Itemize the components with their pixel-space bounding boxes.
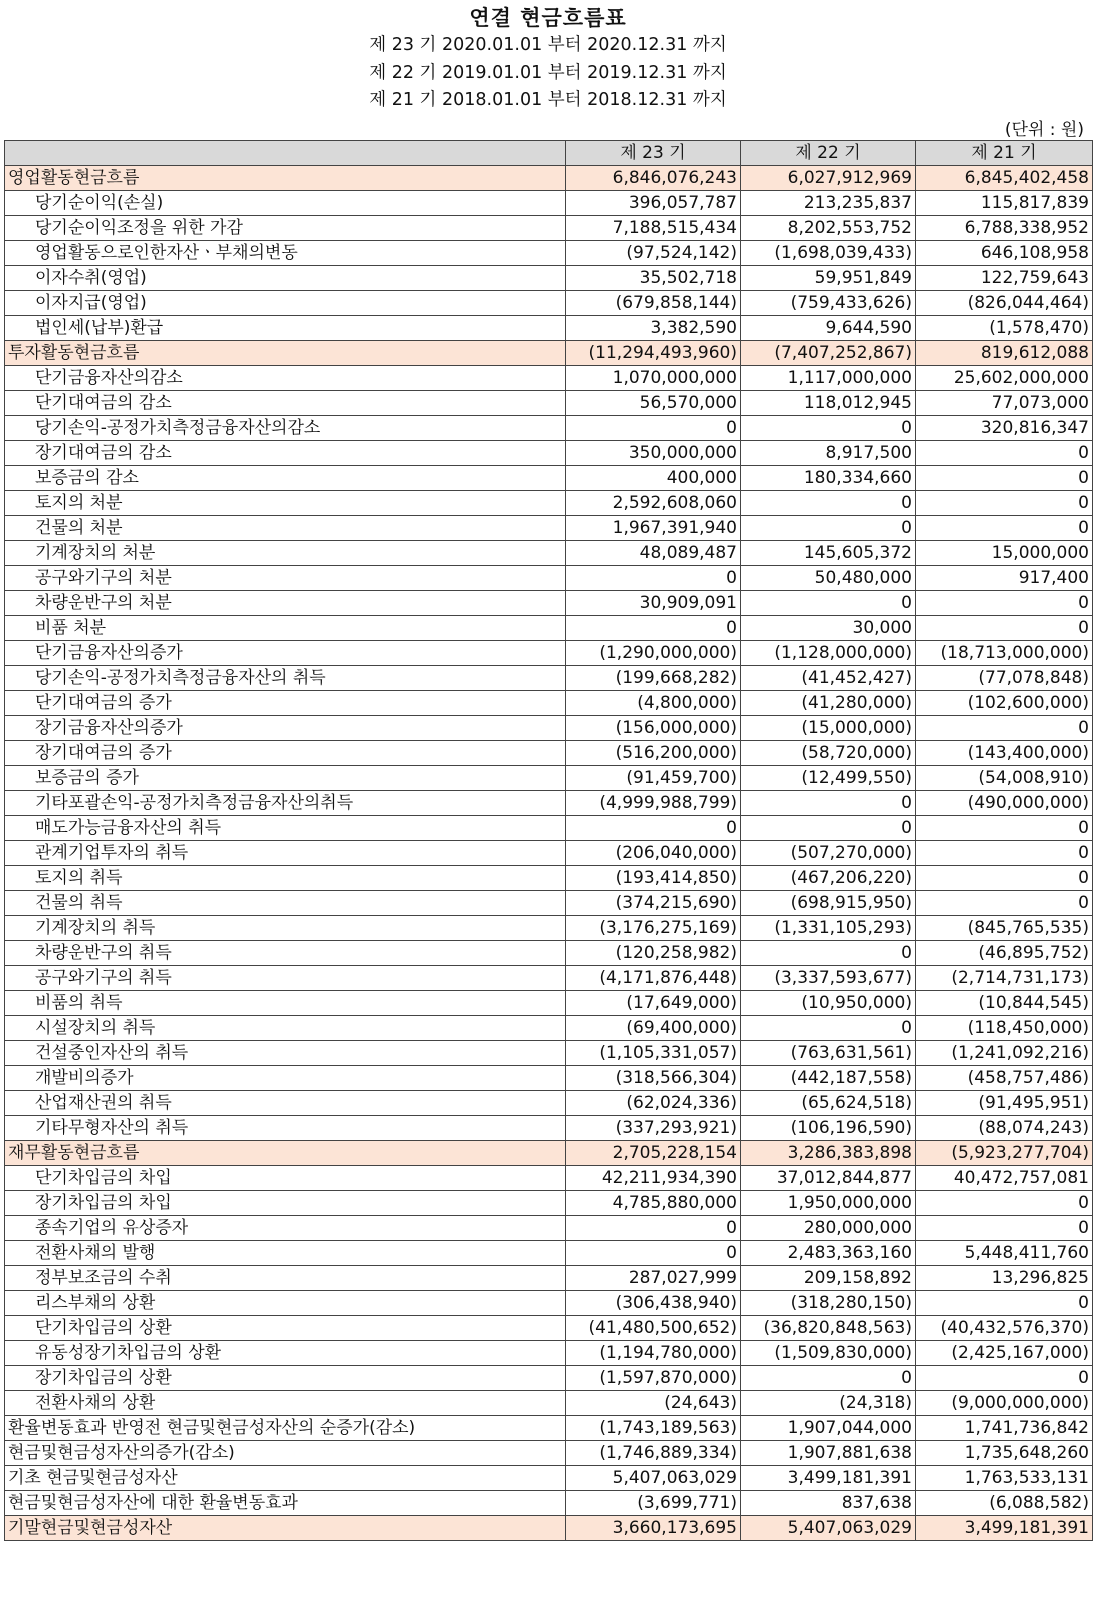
row-label: 단기금융자산의감소: [5, 366, 566, 391]
row-value-22: 180,334,660: [741, 466, 916, 491]
row-value-21: (490,000,000): [916, 791, 1093, 816]
row-label: 당기손익-공정가치측정금융자산의 취득: [5, 666, 566, 691]
row-value-23: (374,215,690): [566, 891, 741, 916]
row-value-22: 8,917,500: [741, 441, 916, 466]
row-value-23: 350,000,000: [566, 441, 741, 466]
table-row: [5, 991, 1093, 1016]
row-value-23: 0: [566, 1216, 741, 1241]
table-body: [5, 166, 1093, 1541]
row-label: 비품의 취득: [5, 991, 566, 1016]
table-row: [5, 291, 1093, 316]
row-value-21: (54,008,910): [916, 766, 1093, 791]
row-value-21: (102,600,000): [916, 691, 1093, 716]
row-label: 단기금융자산의증가: [5, 641, 566, 666]
row-value-23: (318,566,304): [566, 1066, 741, 1091]
row-value-23: (69,400,000): [566, 1016, 741, 1041]
table-row: [5, 1141, 1093, 1166]
row-value-21: 6,788,338,952: [916, 216, 1093, 241]
row-value-22: (318,280,150): [741, 1291, 916, 1316]
row-value-22: (24,318): [741, 1391, 916, 1416]
row-value-23: (516,200,000): [566, 741, 741, 766]
row-value-23: (4,171,876,448): [566, 966, 741, 991]
row-value-21: 0: [916, 816, 1093, 841]
row-value-21: 0: [916, 441, 1093, 466]
row-value-21: 1,741,736,842: [916, 1416, 1093, 1441]
row-value-22: 3,499,181,391: [741, 1466, 916, 1491]
row-value-22: (1,509,830,000): [741, 1341, 916, 1366]
table-row: [5, 241, 1093, 266]
row-value-22: (1,128,000,000): [741, 641, 916, 666]
table-row: [5, 1416, 1093, 1441]
row-label: 산업재산권의 취득: [5, 1091, 566, 1116]
table-row: [5, 616, 1093, 641]
row-value-21: (826,044,464): [916, 291, 1093, 316]
row-value-21: (2,425,167,000): [916, 1341, 1093, 1366]
row-value-23: (4,800,000): [566, 691, 741, 716]
row-value-23: 3,382,590: [566, 316, 741, 341]
row-value-22: 0: [741, 416, 916, 441]
table-row: [5, 1116, 1093, 1141]
row-value-21: (10,844,545): [916, 991, 1093, 1016]
row-value-21: (18,713,000,000): [916, 641, 1093, 666]
row-value-23: 5,407,063,029: [566, 1466, 741, 1491]
row-value-21: 0: [916, 1366, 1093, 1391]
table-row: [5, 1516, 1093, 1541]
row-label: 리스부채의 상환: [5, 1291, 566, 1316]
row-value-23: 2,592,608,060: [566, 491, 741, 516]
row-value-22: (65,624,518): [741, 1091, 916, 1116]
table-row: [5, 916, 1093, 941]
table-row: [5, 466, 1093, 491]
row-label: 기계장치의 취득: [5, 916, 566, 941]
row-label: 종속기업의 유상증자: [5, 1216, 566, 1241]
row-value-21: 13,296,825: [916, 1266, 1093, 1291]
table-row: [5, 641, 1093, 666]
row-value-21: 0: [916, 1191, 1093, 1216]
row-value-23: 1,070,000,000: [566, 366, 741, 391]
row-label: 비품 처분: [5, 616, 566, 641]
row-value-21: 1,763,533,131: [916, 1466, 1093, 1491]
row-label: 단기차입금의 상환: [5, 1316, 566, 1341]
row-label: 당기순이익조정을 위한 가감: [5, 216, 566, 241]
row-value-23: (306,438,940): [566, 1291, 741, 1316]
row-value-21: 122,759,643: [916, 266, 1093, 291]
row-value-21: 0: [916, 1216, 1093, 1241]
row-value-22: (1,698,039,433): [741, 241, 916, 266]
row-label: 영업활동현금흐름: [5, 166, 566, 191]
table-row: [5, 1341, 1093, 1366]
row-label: 영업활동으로인한자산ㆍ부채의변동: [5, 241, 566, 266]
row-value-21: 0: [916, 591, 1093, 616]
row-value-21: 3,499,181,391: [916, 1516, 1093, 1541]
row-value-22: (58,720,000): [741, 741, 916, 766]
row-label: 시설장치의 취득: [5, 1016, 566, 1041]
row-value-21: (5,923,277,704): [916, 1141, 1093, 1166]
row-value-21: 15,000,000: [916, 541, 1093, 566]
row-value-22: (7,407,252,867): [741, 341, 916, 366]
period-line-23: 제 23 기 2020.01.01 부터 2020.12.31 까지: [369, 35, 727, 55]
table-row: [5, 541, 1093, 566]
row-value-22: 2,483,363,160: [741, 1241, 916, 1266]
row-value-23: (24,643): [566, 1391, 741, 1416]
row-value-22: 0: [741, 516, 916, 541]
row-value-21: 646,108,958: [916, 241, 1093, 266]
row-label: 토지의 처분: [5, 491, 566, 516]
row-value-22: (15,000,000): [741, 716, 916, 741]
row-value-22: 9,644,590: [741, 316, 916, 341]
unit-label: (단위 : 원): [1004, 120, 1084, 140]
row-label: 현금및현금성자산의증가(감소): [5, 1441, 566, 1466]
row-label: 투자활동현금흐름: [5, 341, 566, 366]
row-label: 현금및현금성자산에 대한 환율변동효과: [5, 1491, 566, 1516]
header-period-23: 제 23 기: [566, 141, 741, 166]
row-value-23: (1,743,189,563): [566, 1416, 741, 1441]
row-label: 차량운반구의 처분: [5, 591, 566, 616]
row-value-22: 6,027,912,969: [741, 166, 916, 191]
row-value-23: 0: [566, 616, 741, 641]
row-value-22: 0: [741, 941, 916, 966]
row-value-21: 0: [916, 516, 1093, 541]
row-value-21: (40,432,576,370): [916, 1316, 1093, 1341]
table-row: [5, 1441, 1093, 1466]
table-row: [5, 166, 1093, 191]
row-label: 장기금융자산의증가: [5, 716, 566, 741]
row-value-22: 209,158,892: [741, 1266, 916, 1291]
row-value-22: 50,480,000: [741, 566, 916, 591]
table-row: [5, 591, 1093, 616]
row-value-22: (12,499,550): [741, 766, 916, 791]
row-label: 기계장치의 처분: [5, 541, 566, 566]
row-label: 전환사채의 상환: [5, 1391, 566, 1416]
row-value-23: (206,040,000): [566, 841, 741, 866]
table-row: [5, 1291, 1093, 1316]
table-row: [5, 1191, 1093, 1216]
table-row: [5, 391, 1093, 416]
row-value-23: 400,000: [566, 466, 741, 491]
row-value-23: 1,967,391,940: [566, 516, 741, 541]
table-row: [5, 366, 1093, 391]
row-value-23: (97,524,142): [566, 241, 741, 266]
row-value-22: (41,280,000): [741, 691, 916, 716]
table-row: [5, 1166, 1093, 1191]
row-value-21: 0: [916, 866, 1093, 891]
table-row: [5, 416, 1093, 441]
row-value-22: (106,196,590): [741, 1116, 916, 1141]
table-row: [5, 216, 1093, 241]
row-value-23: (17,649,000): [566, 991, 741, 1016]
header-account: [5, 141, 566, 166]
row-label: 관계기업투자의 취득: [5, 841, 566, 866]
row-label: 당기순이익(손실): [5, 191, 566, 216]
row-value-22: (36,820,848,563): [741, 1316, 916, 1341]
row-value-23: 3,660,173,695: [566, 1516, 741, 1541]
table-row: [5, 816, 1093, 841]
row-label: 공구와기구의 취득: [5, 966, 566, 991]
row-value-21: 0: [916, 1291, 1093, 1316]
header-period-22: 제 22 기: [741, 141, 916, 166]
row-value-23: (679,858,144): [566, 291, 741, 316]
page-title: 연결 현금흐름표: [469, 6, 627, 30]
table-row: [5, 491, 1093, 516]
table-row: [5, 841, 1093, 866]
row-value-23: 0: [566, 1241, 741, 1266]
cash-flow-table: [4, 140, 1093, 1541]
table-row: [5, 341, 1093, 366]
row-value-23: 396,057,787: [566, 191, 741, 216]
row-value-23: (62,024,336): [566, 1091, 741, 1116]
row-value-21: (845,765,535): [916, 916, 1093, 941]
row-value-22: 1,950,000,000: [741, 1191, 916, 1216]
table-row: [5, 1216, 1093, 1241]
row-value-21: 917,400: [916, 566, 1093, 591]
row-value-23: 7,188,515,434: [566, 216, 741, 241]
row-value-23: 48,089,487: [566, 541, 741, 566]
row-value-21: 0: [916, 466, 1093, 491]
row-label: 단기대여금의 증가: [5, 691, 566, 716]
row-value-23: 30,909,091: [566, 591, 741, 616]
row-value-22: (1,331,105,293): [741, 916, 916, 941]
row-label: 보증금의 감소: [5, 466, 566, 491]
row-value-23: 56,570,000: [566, 391, 741, 416]
header-row: [5, 141, 1093, 166]
row-value-23: (3,699,771): [566, 1491, 741, 1516]
row-value-23: (41,480,500,652): [566, 1316, 741, 1341]
row-value-22: 0: [741, 591, 916, 616]
row-value-23: (1,105,331,057): [566, 1041, 741, 1066]
row-label: 환율변동효과 반영전 현금및현금성자산의 순증가(감소): [5, 1416, 566, 1441]
table-row: [5, 1241, 1093, 1266]
row-label: 매도가능금융자산의 취득: [5, 816, 566, 841]
period-line-22: 제 22 기 2019.01.01 부터 2019.12.31 까지: [369, 63, 727, 83]
row-value-22: 30,000: [741, 616, 916, 641]
row-label: 차량운반구의 취득: [5, 941, 566, 966]
table-row: [5, 1091, 1093, 1116]
row-value-22: 0: [741, 816, 916, 841]
row-value-23: (1,746,889,334): [566, 1441, 741, 1466]
table-row: [5, 791, 1093, 816]
row-label: 장기대여금의 감소: [5, 441, 566, 466]
header-period-21: 제 21 기: [916, 141, 1093, 166]
row-value-21: (88,074,243): [916, 1116, 1093, 1141]
row-label: 재무활동현금흐름: [5, 1141, 566, 1166]
row-label: 건설중인자산의 취득: [5, 1041, 566, 1066]
table-row: [5, 891, 1093, 916]
row-value-22: 1,907,881,638: [741, 1441, 916, 1466]
row-value-22: 3,286,383,898: [741, 1141, 916, 1166]
row-value-22: 280,000,000: [741, 1216, 916, 1241]
row-value-22: (467,206,220): [741, 866, 916, 891]
row-value-22: 837,638: [741, 1491, 916, 1516]
row-label: 기타무형자산의 취득: [5, 1116, 566, 1141]
row-value-23: (193,414,850): [566, 866, 741, 891]
row-value-21: (1,241,092,216): [916, 1041, 1093, 1066]
row-value-21: (46,895,752): [916, 941, 1093, 966]
row-value-22: 1,117,000,000: [741, 366, 916, 391]
table-row: [5, 966, 1093, 991]
row-label: 건물의 취득: [5, 891, 566, 916]
row-value-23: 0: [566, 416, 741, 441]
table-row: [5, 441, 1093, 466]
row-value-21: (9,000,000,000): [916, 1391, 1093, 1416]
row-value-23: (1,597,870,000): [566, 1366, 741, 1391]
row-value-23: 4,785,880,000: [566, 1191, 741, 1216]
row-value-22: (507,270,000): [741, 841, 916, 866]
table-row: [5, 741, 1093, 766]
row-value-23: (199,668,282): [566, 666, 741, 691]
row-value-21: 0: [916, 716, 1093, 741]
row-label: 기초 현금및현금성자산: [5, 1466, 566, 1491]
table-row: [5, 691, 1093, 716]
row-value-22: (698,915,950): [741, 891, 916, 916]
row-value-21: (118,450,000): [916, 1016, 1093, 1041]
table-row: [5, 266, 1093, 291]
table-row: [5, 1066, 1093, 1091]
row-label: 전환사채의 발행: [5, 1241, 566, 1266]
row-value-22: 8,202,553,752: [741, 216, 916, 241]
table-row: [5, 1316, 1093, 1341]
row-value-23: (91,459,700): [566, 766, 741, 791]
table-row: [5, 941, 1093, 966]
row-value-22: (759,433,626): [741, 291, 916, 316]
row-value-23: (11,294,493,960): [566, 341, 741, 366]
row-label: 공구와기구의 처분: [5, 566, 566, 591]
row-value-21: 6,845,402,458: [916, 166, 1093, 191]
row-label: 장기차입금의 차입: [5, 1191, 566, 1216]
row-value-21: (77,078,848): [916, 666, 1093, 691]
row-value-21: 819,612,088: [916, 341, 1093, 366]
table-row: [5, 191, 1093, 216]
table-row: [5, 716, 1093, 741]
row-label: 장기차입금의 상환: [5, 1366, 566, 1391]
row-value-22: 118,012,945: [741, 391, 916, 416]
row-value-22: 0: [741, 491, 916, 516]
period-line-21: 제 21 기 2018.01.01 부터 2018.12.31 까지: [369, 90, 727, 110]
row-value-22: 0: [741, 1366, 916, 1391]
row-label: 보증금의 증가: [5, 766, 566, 791]
row-value-21: 320,816,347: [916, 416, 1093, 441]
table-row: [5, 516, 1093, 541]
row-value-23: 42,211,934,390: [566, 1166, 741, 1191]
row-value-21: (1,578,470): [916, 316, 1093, 341]
row-value-21: 5,448,411,760: [916, 1241, 1093, 1266]
row-value-22: (41,452,427): [741, 666, 916, 691]
row-value-23: 2,705,228,154: [566, 1141, 741, 1166]
row-value-23: (120,258,982): [566, 941, 741, 966]
row-label: 유동성장기차입금의 상환: [5, 1341, 566, 1366]
row-label: 이자수취(영업): [5, 266, 566, 291]
row-value-21: 25,602,000,000: [916, 366, 1093, 391]
row-value-22: (10,950,000): [741, 991, 916, 1016]
row-value-22: 5,407,063,029: [741, 1516, 916, 1541]
row-label: 개발비의증가: [5, 1066, 566, 1091]
row-value-22: 59,951,849: [741, 266, 916, 291]
row-value-23: 0: [566, 566, 741, 591]
row-value-21: (458,757,486): [916, 1066, 1093, 1091]
row-value-21: (6,088,582): [916, 1491, 1093, 1516]
row-label: 장기대여금의 증가: [5, 741, 566, 766]
row-label: 단기대여금의 감소: [5, 391, 566, 416]
row-value-22: 37,012,844,877: [741, 1166, 916, 1191]
row-value-23: (156,000,000): [566, 716, 741, 741]
row-value-22: (3,337,593,677): [741, 966, 916, 991]
row-value-22: 145,605,372: [741, 541, 916, 566]
row-label: 기말현금및현금성자산: [5, 1516, 566, 1541]
row-value-21: (143,400,000): [916, 741, 1093, 766]
table-row: [5, 666, 1093, 691]
table-row: [5, 566, 1093, 591]
row-value-21: 40,472,757,081: [916, 1166, 1093, 1191]
row-label: 정부보조금의 수취: [5, 1266, 566, 1291]
row-label: 기타포괄손익-공정가치측정금융자산의취득: [5, 791, 566, 816]
row-value-21: 77,073,000: [916, 391, 1093, 416]
table-row: [5, 316, 1093, 341]
row-value-21: (91,495,951): [916, 1091, 1093, 1116]
table-row: [5, 1266, 1093, 1291]
row-value-23: 35,502,718: [566, 266, 741, 291]
table-row: [5, 1391, 1093, 1416]
table-row: [5, 1466, 1093, 1491]
row-value-23: 0: [566, 816, 741, 841]
row-label: 당기손익-공정가치측정금융자산의감소: [5, 416, 566, 441]
table-row: [5, 1016, 1093, 1041]
row-value-23: (4,999,988,799): [566, 791, 741, 816]
table-row: [5, 1041, 1093, 1066]
row-value-21: (2,714,731,173): [916, 966, 1093, 991]
row-value-21: 115,817,839: [916, 191, 1093, 216]
row-value-22: (763,631,561): [741, 1041, 916, 1066]
row-value-23: 6,846,076,243: [566, 166, 741, 191]
row-value-22: 0: [741, 791, 916, 816]
row-value-21: 1,735,648,260: [916, 1441, 1093, 1466]
table-row: [5, 1491, 1093, 1516]
row-label: 이자지급(영업): [5, 291, 566, 316]
row-value-23: (1,290,000,000): [566, 641, 741, 666]
row-value-22: 1,907,044,000: [741, 1416, 916, 1441]
table-row: [5, 766, 1093, 791]
row-value-22: 213,235,837: [741, 191, 916, 216]
row-label: 법인세(납부)환급: [5, 316, 566, 341]
row-label: 건물의 처분: [5, 516, 566, 541]
row-value-22: (442,187,558): [741, 1066, 916, 1091]
row-value-21: 0: [916, 616, 1093, 641]
table-row: [5, 866, 1093, 891]
row-value-21: 0: [916, 491, 1093, 516]
row-value-23: (3,176,275,169): [566, 916, 741, 941]
row-value-23: (1,194,780,000): [566, 1341, 741, 1366]
row-value-21: 0: [916, 841, 1093, 866]
row-value-21: 0: [916, 891, 1093, 916]
row-value-23: 287,027,999: [566, 1266, 741, 1291]
row-label: 토지의 취득: [5, 866, 566, 891]
row-label: 단기차입금의 차입: [5, 1166, 566, 1191]
row-value-23: (337,293,921): [566, 1116, 741, 1141]
table-row: [5, 1366, 1093, 1391]
row-value-22: 0: [741, 1016, 916, 1041]
